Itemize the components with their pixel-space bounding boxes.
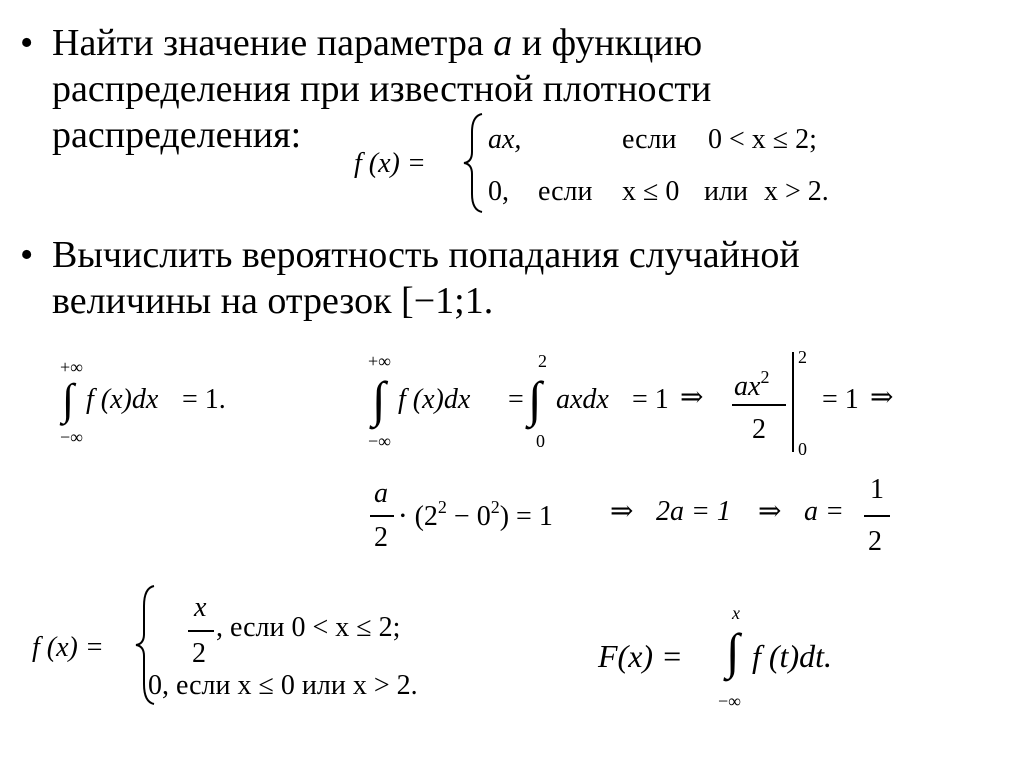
fraction-bar — [864, 515, 890, 517]
line2-frac-numerator: a — [374, 478, 388, 509]
fraction-bar — [732, 404, 786, 406]
integral-sign: ∫ — [726, 623, 740, 679]
calc-frac-denominator: 2 — [752, 414, 766, 445]
density2-frac-denominator: 2 — [192, 638, 206, 669]
calc-rhs-1: = 1 — [632, 384, 669, 415]
integral-sign: ∫ — [372, 371, 386, 427]
calc-frac-numerator: $ax^2$ — [734, 367, 770, 402]
implies-arrow: ⇒ — [610, 496, 634, 527]
calc-rhs-2: = 1 — [822, 384, 859, 415]
density-case2-expr: 0, — [488, 176, 509, 207]
cdf-upper-limit: x — [732, 603, 740, 623]
density-case2-word: если — [538, 176, 593, 207]
calc-body-1: f (x)dx — [398, 384, 471, 415]
norm-rhs: = 1. — [182, 384, 226, 415]
density-case1-word: если — [622, 124, 677, 155]
line2-result-denominator: 2 — [868, 526, 882, 557]
p1-line2: распределения при известной плотности — [52, 68, 712, 110]
eval-lower: 0 — [798, 439, 807, 459]
norm-body: f (x)dx — [86, 384, 159, 415]
p2-line2: величины на отрезок [−1;1. — [52, 280, 494, 322]
cdf-lhs: F(x) = — [598, 638, 683, 674]
line2-result-numerator: 1 — [870, 474, 884, 505]
implies-arrow: ⇒ — [680, 382, 704, 413]
cdf-body: f (t)dt. — [752, 638, 832, 674]
calc-lower-limit-2: 0 — [536, 431, 545, 451]
left-brace — [462, 112, 484, 214]
line2-frac-denominator: 2 — [374, 522, 388, 553]
bullet-marker: • — [20, 22, 34, 64]
p2-line1: Вычислить вероятность попадания случайной — [52, 234, 800, 276]
integral-sign: ∫ — [62, 375, 75, 424]
fraction-bar — [188, 630, 214, 632]
density-case2-cond2: x > 2. — [764, 176, 829, 207]
implies-arrow: ⇒ — [870, 382, 894, 413]
line2-expression: ⋅ $(2^2 - 0^2) = 1$ — [398, 497, 553, 532]
fraction-bar — [370, 515, 394, 517]
line2-a-equals: a = — [804, 496, 844, 527]
norm-upper-limit: +∞ — [60, 357, 83, 377]
cdf-lower-limit: −∞ — [718, 691, 741, 711]
implies-arrow: ⇒ — [758, 496, 782, 527]
density-case1-expr: ax, — [488, 124, 522, 155]
calc-lower-limit-1: −∞ — [368, 431, 391, 451]
eval-upper: 2 — [798, 347, 807, 367]
evaluation-bar — [792, 352, 794, 452]
p1-line3: распределения: — [52, 114, 302, 156]
line2-mid: 2a = 1 — [656, 496, 731, 527]
calc-body-2: axdx — [556, 384, 609, 415]
p1-line1: Найти значение параметра a и функцию — [52, 22, 703, 64]
density2-lhs: f (x) = — [32, 632, 104, 663]
bullet-marker: • — [20, 234, 34, 276]
density-case1-cond: 0 < x ≤ 2; — [708, 124, 817, 155]
norm-lower-limit: −∞ — [60, 427, 83, 447]
integral-sign: ∫ — [528, 371, 542, 427]
density-lhs: f (x) = — [354, 148, 426, 179]
density2-frac-numerator: x — [194, 592, 207, 623]
calc-upper-limit-2: 2 — [538, 351, 547, 371]
density2-case2: 0, если x ≤ 0 или x > 2. — [148, 670, 418, 701]
density-case2-cond1: x ≤ 0 — [622, 176, 680, 207]
calc-upper-limit-1: +∞ — [368, 351, 391, 371]
density2-case1: , если 0 < x ≤ 2; — [216, 612, 401, 643]
density-case2-or: или — [704, 176, 748, 207]
calc-equals: = — [508, 384, 524, 415]
